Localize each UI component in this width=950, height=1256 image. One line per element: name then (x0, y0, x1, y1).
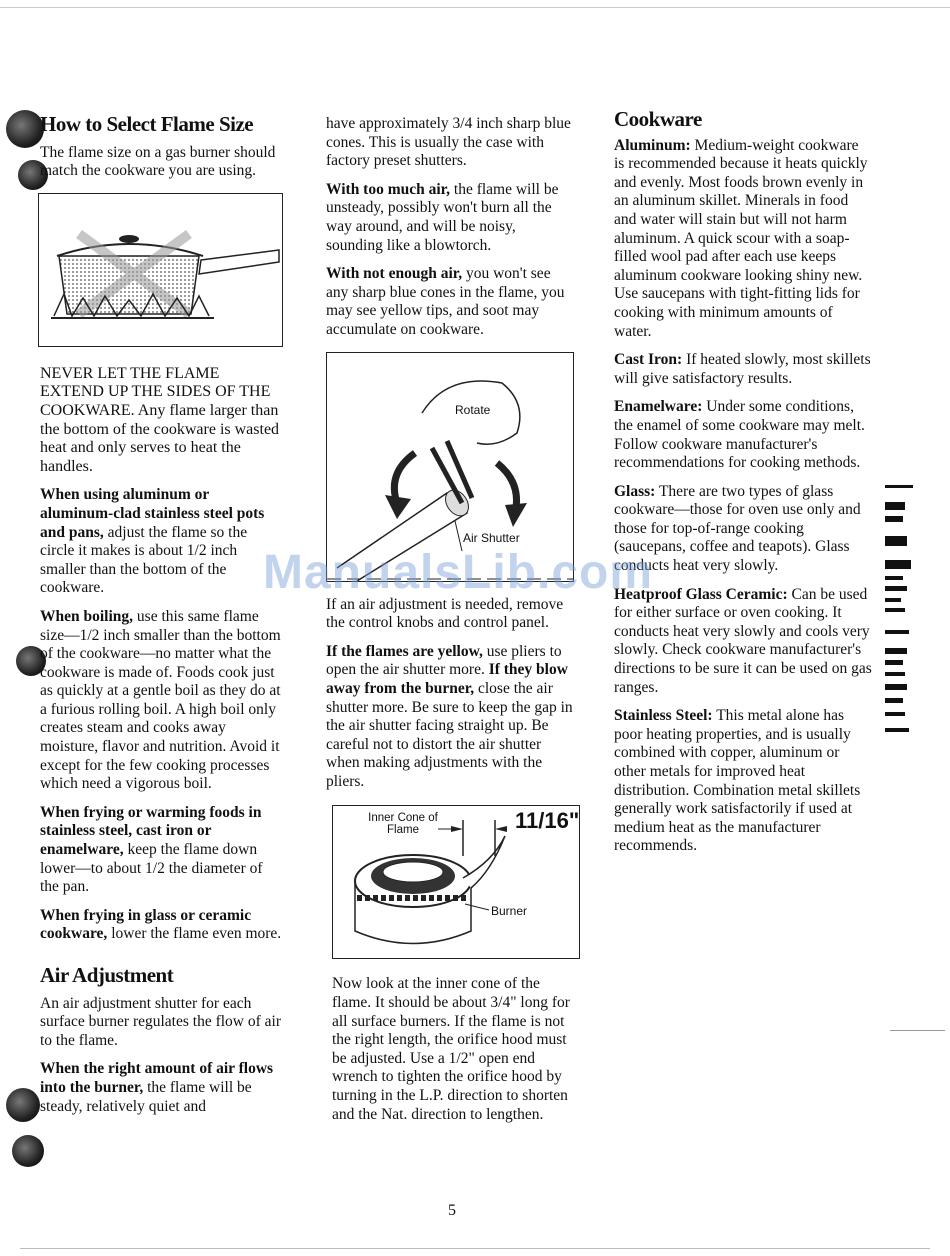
paragraph-text: lower the flame even more. (107, 925, 282, 943)
paragraph-text: use pliers to open the air shutter more. (326, 642, 562, 679)
watermark: ManualsLib.com (263, 546, 654, 599)
paragraph-lead: Stainless Steel: (614, 707, 713, 725)
paragraph-lead: Heatproof Glass Ceramic: (614, 585, 788, 603)
bottom-rule (20, 1248, 930, 1249)
glass-paragraph (614, 483, 872, 576)
pan-on-burner-icon (39, 194, 282, 346)
section-heading: How to Select Flame Size (40, 112, 254, 136)
inner-cone-paragraph: Now look at the inner cone of the flame. It should be about 3/4" long for all surface burners. If the flame is not the right length, the orifice hood must be adjusted. Use a 1/2" open end wrench to tighten the orifice hood by turning in the L.P. direction to shorten and the Nat. direction to lengthen. (332, 975, 570, 1123)
pan-illustration (38, 193, 283, 347)
paragraph-lead: When using aluminum or aluminum-clad stainless steel pots and pans, (40, 486, 265, 541)
paragraph-lead: Enamelware: (614, 398, 703, 416)
paragraph-text: the flame will be unsteady, possibly won't burn all the way around, and will be noisy, sounding like a blowtorch. (326, 180, 559, 254)
yellow-flames-paragraph (326, 643, 576, 792)
paragraph-text: you won't see any sharp blue cones in the flame, you may see yellow tips, and soot may accumulate on cookware. (326, 265, 565, 338)
boiling-paragraph (40, 608, 285, 794)
paragraph-text: If heated slowly, most skillets will give satisfactory results. (614, 351, 871, 387)
scan-edge-marks (885, 480, 925, 750)
inner-cone-illustration (332, 805, 580, 959)
paragraph-lead: Aluminum: (614, 136, 691, 154)
paragraph-lead: When frying or warming foods in stainless steel, cast iron or enamelware, (40, 803, 262, 859)
paragraph-text: close the air shutter more. Be sure to keep the gap in the air shutter facing straight up. Be careful not to distort the air shutter when making adjustments with the pliers. (326, 679, 573, 790)
paragraph-text: This metal alone has poor heating properties, and is usually combined with copper, aluminum or other metals for improved heat distribution. Combination metal skillets generally work satisfactorily if used at medium heat as the manufacturer recommends. (614, 707, 861, 855)
adjustment-needed-paragraph: If an air adjustment is needed, remove the control knobs and control panel. (326, 595, 564, 632)
paragraph-text: Under some conditions, the enamel of some cookware may melt. Follow cookware manufacturer's recommendations for cooking methods. (614, 398, 865, 472)
paragraph-text: keep the flame down lower—to about 1/2 the diameter of the pan. (40, 841, 263, 896)
paragraph-text: adjust the flame so the circle it makes is about 1/2 inch smaller than the bottom of the cookware. (40, 523, 248, 597)
column-1 (40, 112, 285, 1126)
air-shutter-pliers-icon (327, 353, 573, 581)
paragraph-lead: When the right amount of air flows into the burner, (40, 1060, 274, 1096)
glass-frying-paragraph (40, 907, 285, 944)
intro-paragraph: The flame size on a gas burner should match the cookware you are using. (40, 143, 276, 180)
inner-cone-label: Inner Cone of Flame (368, 812, 438, 837)
paragraph-lead: If they blow away from the burner, (326, 661, 568, 697)
cast-iron-paragraph (614, 351, 872, 388)
aluminum-paragraph (614, 137, 872, 342)
paragraph-lead: When frying in glass or ceramic cookware, (40, 906, 252, 943)
air-intro-paragraph: An air adjustment shutter for each surface burner regulates the flow of air to the flame. (40, 994, 281, 1049)
aluminum-pans-paragraph (40, 486, 285, 598)
paragraph-text: Can be used for either surface or oven cooking. It conducts heat very slowly and cools very slowly. Check cookware manufacturer's directions to be sure it can be used on gas ranges. (614, 585, 872, 696)
right-air-paragraph (40, 1060, 285, 1116)
binder-hole-icon (6, 1088, 40, 1122)
paragraph-text: use this same flame size—1/2 inch smaller than the bottom of the cookware—no matter what the cookware is made of. Foods cook just as quickly at a gentle boil as they do at a furious rolling boil. A high boil only creates steam and cooks away moisture, flavor and nutrition. Avoid it except for the few cooking processes which need a vigorous boil. (40, 607, 281, 793)
continued-paragraph: have approximately 3/4 inch sharp blue cones. This is usually the case with factory preset shutters. (326, 115, 571, 170)
air-adjustment-heading: Air Adjustment (40, 963, 174, 987)
stainless-steel-paragraph (614, 707, 872, 856)
paragraph-lead: With not enough air, (326, 265, 463, 283)
measurement-label: 11/16" (515, 808, 580, 834)
paragraph-text: There are two types of glass cookware—those for oven use only and those for top-of-range cooking (saucepans, coffee and teapots). Glass conducts heat very slowly. (614, 482, 861, 575)
rotate-label: Rotate (455, 402, 491, 417)
paragraph-lead: Glass: (614, 482, 656, 500)
top-rule (0, 7, 950, 8)
air-shutter-illustration (326, 352, 574, 582)
paragraph-lead: Cast Iron: (614, 351, 683, 369)
too-much-air-paragraph (326, 181, 576, 255)
paragraph-lead: When boiling, (40, 607, 134, 625)
paragraph-lead: If the flames are yellow, (326, 642, 483, 660)
binder-hole-icon (12, 1135, 44, 1167)
cookware-heading: Cookware (614, 107, 702, 131)
warning-paragraph: NEVER LET THE FLAME EXTEND UP THE SIDES OF THE COOKWARE. Any flame larger than the bottom of the cookware is wasted heat and only serves to heat the handles. (40, 364, 280, 475)
paragraph-lead: With too much air, (326, 180, 451, 198)
column-2 (326, 115, 580, 1134)
column-3 (614, 107, 872, 866)
page-number: 5 (448, 1202, 456, 1219)
paragraph-text: Medium-weight cookware is recommended because it heats quickly and evenly. Most foods brown evenly in an aluminum skillet. Minerals in food and water will stain but will not harm aluminum. A quick scour with a soap-filled wool pad after each use keeps aluminum cookware looking shiny new. Use saucepans with tight-fitting lids for cooking with minimum amounts of water. (614, 136, 868, 340)
glass-ceramic-paragraph (614, 586, 872, 698)
frying-paragraph (40, 804, 285, 897)
air-shutter-label: Air Shutter (463, 530, 520, 545)
edge-rule (890, 1030, 945, 1031)
binder-hole-icon (6, 110, 44, 148)
enamelware-paragraph (614, 398, 872, 472)
burner-label: Burner (491, 904, 528, 919)
paragraph-text: the flame will be steady, relatively quiet and (40, 1078, 252, 1115)
not-enough-air-paragraph (326, 265, 576, 339)
